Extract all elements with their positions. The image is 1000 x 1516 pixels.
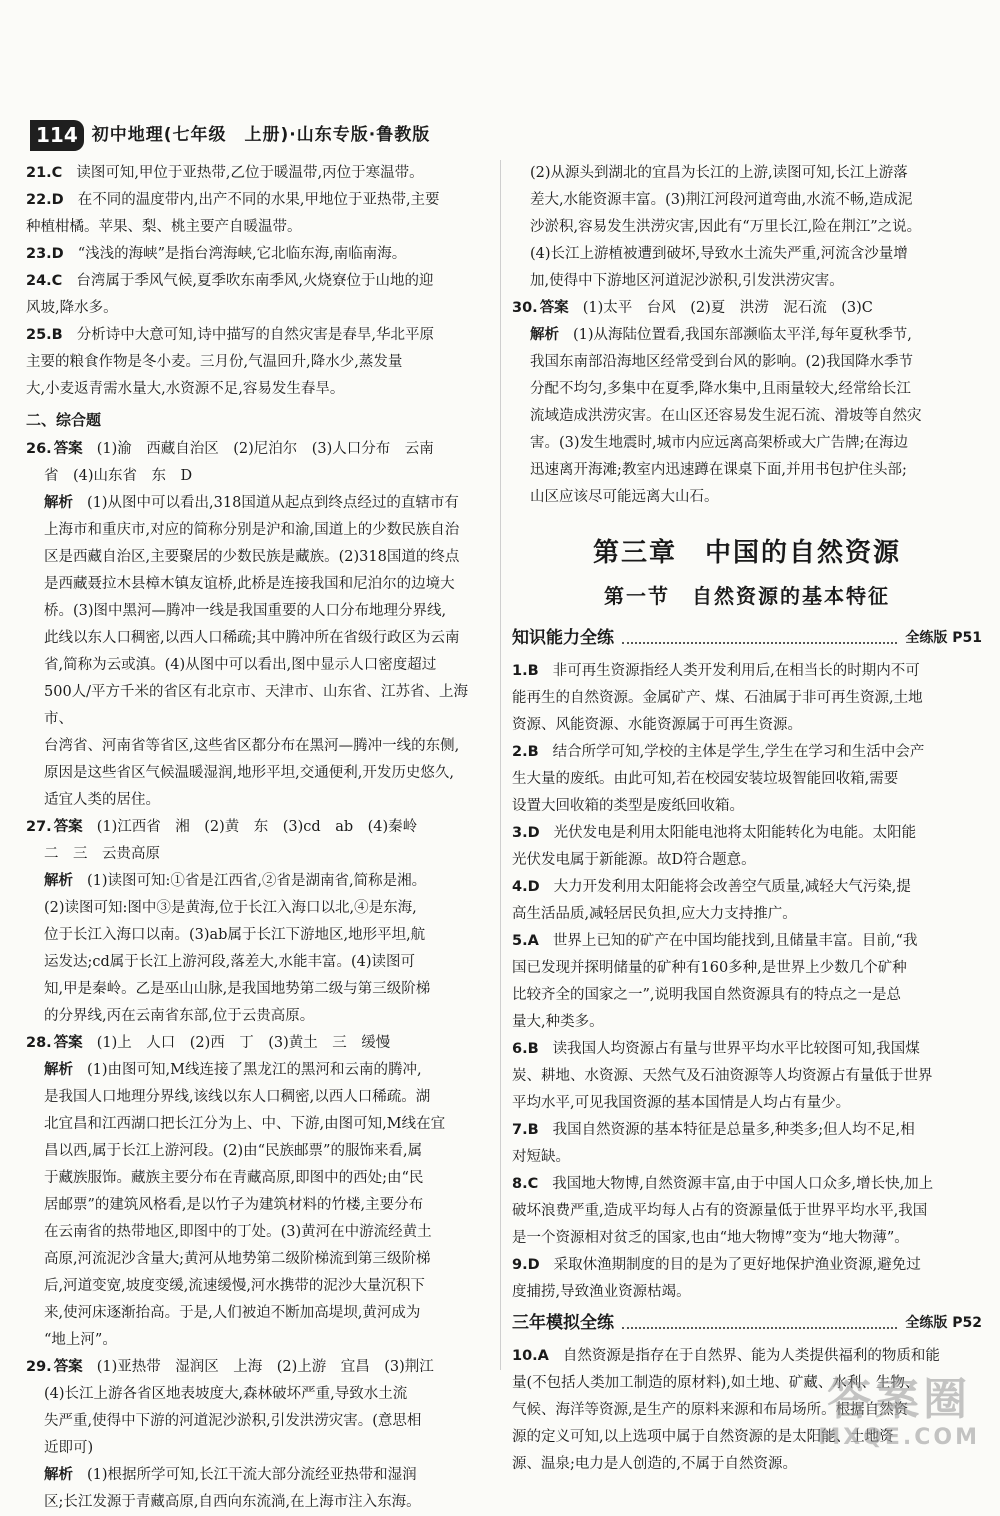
answer-text: (1)太平 台风 (2)夏 洪涝 泥石流 (3)C xyxy=(582,300,873,316)
text-line xyxy=(512,1090,982,1117)
item-number: 22.D xyxy=(26,192,64,208)
item-number: 6.B xyxy=(512,1041,539,1057)
analysis-line: 加,使得中下游地区河道泥沙淤积,引发洪涝灾害。 xyxy=(530,273,844,289)
answer-item xyxy=(26,436,492,814)
text-line xyxy=(512,982,982,1009)
text-line xyxy=(26,322,492,349)
answer-label: 答案 xyxy=(539,300,569,316)
analysis-text: (1)从海陆位置看,我国东部濒临太平洋,每年夏秋季节, xyxy=(573,327,912,343)
analysis-label: 解析 xyxy=(44,1062,73,1078)
analysis-label: 解析 xyxy=(44,1467,73,1483)
analysis-line xyxy=(26,733,492,760)
analysis-text: 后,河道变宽,坡度变缓,流速缓慢,河水携带的泥沙大量沉积下 xyxy=(44,1278,425,1294)
text-line xyxy=(512,1144,982,1171)
analysis-text: (1)根据所学可知,长江干流大部分流经亚热带和湿润 xyxy=(87,1467,417,1483)
item-text: 非可再生资源指经人类开发利用后,在相当长的时期内不可 xyxy=(552,663,920,679)
item-number: 25.B xyxy=(26,327,63,343)
answer-text: (1)亚热带 湿润区 上海 (2)上游 宜昌 (3)荆江 xyxy=(96,1359,434,1375)
item-text: 台湾属于季风气候,夏季吹东南季风,火烧寮位于山地的迎 xyxy=(76,273,434,289)
text-line xyxy=(512,901,982,928)
item-text: 世界上已知的矿产在中国均能找到,且储量丰富。目前,“我 xyxy=(552,933,918,949)
analysis-text: 运发达;cd属于长江上游河段,落差大,水能丰富。(4)读图可 xyxy=(44,954,416,970)
watermark-url: MXQE.COM xyxy=(818,1425,980,1450)
item-number: 7.B xyxy=(512,1122,539,1138)
item-text: 国已发现并探明储量的矿种有160多种,是世界上少数几个矿种 xyxy=(512,960,907,976)
item-text: 大力开发利用太阳能将会改善空气质量,减轻大气污染,提 xyxy=(553,879,911,895)
analysis-text: 居邮票”的建筑风格看,是以竹子为建筑材料的竹楼,主要分布 xyxy=(44,1197,424,1213)
text-line xyxy=(26,295,492,322)
analysis-text: 高原,河流泥沙含量大;黄河从地势第二级阶梯流到第三级阶梯 xyxy=(44,1251,431,1267)
text-line xyxy=(512,1343,982,1370)
analysis-line xyxy=(512,430,982,457)
section-heading: 二、综合题 xyxy=(26,411,102,429)
answer-text: 二 三 云贵高原 xyxy=(44,846,160,862)
answer-label: 答案 xyxy=(53,1359,83,1375)
dotted-leader xyxy=(622,642,897,644)
page-header xyxy=(30,118,430,152)
answer-item xyxy=(512,820,982,874)
item-number: 5.A xyxy=(512,933,539,949)
item-text: 量(不包括人类加工制造的原材料),如土地、矿藏、水利、生物、 xyxy=(512,1375,920,1391)
item-text: 高生活品质,减轻居民负担,应大力支持推广。 xyxy=(512,906,797,922)
item-text: 读我国人均资源占有量与世界平均水平比较图可知,我国煤 xyxy=(552,1041,920,1057)
analysis-line xyxy=(512,484,982,511)
analysis-line xyxy=(26,490,492,517)
text-line xyxy=(512,1171,982,1198)
answer-line xyxy=(26,841,492,868)
item-number: 29. xyxy=(26,1359,52,1375)
analysis-text: “地上河”。 xyxy=(44,1332,117,1348)
analysis-line xyxy=(26,949,492,976)
item-number: 8.C xyxy=(512,1176,539,1192)
item-text: 光伏发电是利用太阳能电池将太阳能转化为电能。太阳能 xyxy=(553,825,917,841)
analysis-text: 桥。(3)图中黑河—腾冲一线是我国重要的人口分布地理分界线, xyxy=(44,603,447,619)
item-number: 28. xyxy=(26,1035,52,1051)
item-number: 30. xyxy=(512,300,538,316)
answer-line xyxy=(26,814,492,841)
item-text: 种植柑橘。苹果、梨、桃主要产自暖温带。 xyxy=(26,219,302,235)
item-text: 源的定义可知,以上选项中属于自然资源的是太阳能、土地资 xyxy=(512,1429,894,1445)
analysis-line xyxy=(26,1219,492,1246)
analysis-text: (1)读图可知:①省是江西省,②省是湖南省,简称是湘。 xyxy=(87,873,427,889)
answer-text: 近即可) xyxy=(44,1440,94,1456)
item-text: “浅浅的海峡”是指台湾海峡,它北临东海,南临南海。 xyxy=(77,246,407,262)
analysis-text: 我国东南部沿海地区经常受到台风的影响。(2)我国降水季节 xyxy=(530,354,914,370)
item-text: 主要的粮食作物是冬小麦。三月份,气温回升,降水少,蒸发量 xyxy=(26,354,403,370)
analysis-text: 昌以西,属于长江上游河段。(2)由“民族邮票”的服饰来看,属 xyxy=(44,1143,423,1159)
analysis-line xyxy=(26,571,492,598)
analysis-text: 知,甲是秦岭。乙是巫山山脉,是我国地势第二级与第三级阶梯 xyxy=(44,981,431,997)
analysis-label: 解析 xyxy=(44,873,73,889)
item-text: 大,小麦返青需水量大,水资源不足,容易发生春旱。 xyxy=(26,381,345,397)
item-text: 资源、风能资源、水能资源属于可再生资源。 xyxy=(512,717,802,733)
text-line xyxy=(512,847,982,874)
item-text: 能再生的自然资源。金属矿产、煤、石油属于非可再生资源,土地 xyxy=(512,690,923,706)
answer-line xyxy=(26,1435,492,1462)
answer-item xyxy=(512,1171,982,1252)
analysis-line xyxy=(26,1165,492,1192)
analysis-line: 差大,水能资源丰富。(3)荆江河段河道弯曲,水流不畅,造成泥 xyxy=(530,192,913,208)
item-text: 结合所学可知,学校的主体是学生,学生在学习和生活中会产 xyxy=(552,744,925,760)
item-text: 读图可知,甲位于亚热带,乙位于暖温带,丙位于寒温带。 xyxy=(76,165,424,181)
analysis-text: 是西藏聂拉木县樟木镇友谊桥,此桥是连接我国和尼泊尔的边境大 xyxy=(44,576,455,592)
text-line xyxy=(512,1036,982,1063)
analysis-text: 此线以东人口稠密,以西人口稀疏;其中腾冲所在省级行政区为云南 xyxy=(44,630,460,646)
analysis-text: 区是西藏自治区,主要聚居的少数民族是藏族。(2)318国道的终点 xyxy=(44,549,460,565)
analysis-line xyxy=(512,376,982,403)
text-line xyxy=(512,1279,982,1306)
answer-text: (1)渝 西藏自治区 (2)尼泊尔 (3)人口分布 云南 xyxy=(96,441,434,457)
text-line xyxy=(512,1117,982,1144)
analysis-line: 沙淤积,容易发生洪涝灾害,因此有“万里长江,险在荆江”之说。 xyxy=(530,219,922,235)
analysis-text: 适宜人类的居住。 xyxy=(44,792,160,808)
answer-item xyxy=(26,268,492,322)
item-text: 生大量的废纸。由此可知,若在校园安装垃圾智能回收箱,需要 xyxy=(512,771,899,787)
item-text: 设置大回收箱的类型是废纸回收箱。 xyxy=(512,798,744,814)
item-text: 是一个资源相对贫乏的国家,也由“地大物博”变为“地大物薄”。 xyxy=(512,1230,909,1246)
bar-title: 三年模拟全练 xyxy=(512,1313,614,1333)
answer-line xyxy=(26,1408,492,1435)
text-line xyxy=(26,349,492,376)
item-number: 23.D xyxy=(26,246,64,262)
answer-item xyxy=(512,1117,982,1171)
dotted-leader xyxy=(622,1327,897,1329)
analysis-text: (1)由图可知,M线连接了黑龙江的黑河和云南的腾冲, xyxy=(87,1062,422,1078)
answer-item xyxy=(26,1030,492,1354)
analysis-line xyxy=(26,652,492,679)
analysis-text: 省,简称为云或滇。(4)从图中可以看出,图中显示人口密度超过 xyxy=(44,657,437,673)
analysis-line xyxy=(26,1192,492,1219)
knowledge-practice-bar xyxy=(512,625,982,652)
analysis-line xyxy=(26,1111,492,1138)
answer-item xyxy=(512,928,982,1036)
analysis-line: (2)从源头到湖北的宜昌为长江的上游,读图可知,长江上游落 xyxy=(530,165,908,181)
item-text: 平均水平,可见我国资源的基本国情是人均占有量少。 xyxy=(512,1095,851,1111)
text-line xyxy=(26,214,492,241)
analysis-line xyxy=(26,1300,492,1327)
analysis-line xyxy=(26,1003,492,1030)
analysis-text: 是我国人口地理分界线,该线以东人口稠密,以西人口稀疏。湖 xyxy=(44,1089,431,1105)
item-text: 我国自然资源的基本特征是总量多,种类多;但人均不足,相 xyxy=(552,1122,915,1138)
item-number: 4.D xyxy=(512,879,540,895)
answer-item xyxy=(512,1036,982,1117)
item-text: 源、温泉;电力是人创造的,不属于自然资源。 xyxy=(512,1456,797,1472)
item-text: 对短缺。 xyxy=(512,1149,570,1165)
answer-item xyxy=(512,1252,982,1306)
answer-line xyxy=(26,1354,492,1381)
answer-label: 答案 xyxy=(53,819,83,835)
item-text: 在不同的温度带内,出产不同的水果,甲地位于亚热带,主要 xyxy=(77,192,440,208)
analysis-line xyxy=(26,1084,492,1111)
item-text: 量大,种类多。 xyxy=(512,1014,604,1030)
analysis-text: 北宜昌和江西湖口把长江分为上、中、下游,由图可知,M线在宜 xyxy=(44,1116,446,1132)
text-line xyxy=(512,766,982,793)
analysis-line xyxy=(512,457,982,484)
item-text: 我国地大物博,自然资源丰富,由于中国人口众多,增长快,加上 xyxy=(552,1176,934,1192)
analysis-text: 上海市和重庆市,对应的简称分别是沪和渝,国道上的少数民族自治 xyxy=(44,522,460,538)
analysis-line xyxy=(512,322,982,349)
text-line xyxy=(26,268,492,295)
analysis-text: (1)从图中可以看出,318国道从起点到终点经过的直辖市有 xyxy=(87,495,459,511)
item-text: 采取休渔期制度的目的是为了更好地保护渔业资源,避免过 xyxy=(553,1257,921,1273)
analysis-label: 解析 xyxy=(530,327,559,343)
bar-ref: 全练版 P51 xyxy=(905,630,982,646)
text-line xyxy=(26,376,492,403)
text-line xyxy=(512,712,982,739)
analysis-line xyxy=(26,1057,492,1084)
chapter-title: 第三章 中国的自然资源 xyxy=(592,538,901,568)
answer-item xyxy=(26,322,492,403)
item-text: 光伏发电属于新能源。故D符合题意。 xyxy=(512,852,756,868)
analysis-line xyxy=(512,349,982,376)
right-column xyxy=(512,160,982,1478)
answer-item xyxy=(512,658,982,739)
left-column xyxy=(26,160,492,1516)
analysis-text: 害。(3)发生地震时,城市内应远离高架桥或大广告牌;在海边 xyxy=(530,435,909,451)
answer-label: 答案 xyxy=(53,441,83,457)
answer-label: 答案 xyxy=(53,1035,83,1051)
item-text: 分析诗中大意可知,诗中描写的自然灾害是春旱,华北平原 xyxy=(76,327,434,343)
text-line xyxy=(512,1451,982,1478)
section-title: 第一节 自然资源的基本特征 xyxy=(604,584,890,608)
analysis-text: 流域造成洪涝灾害。在山区还容易发生泥石流、滑坡等自然灾 xyxy=(530,408,922,424)
analysis-line xyxy=(26,1489,492,1516)
continued-analysis xyxy=(512,160,982,295)
analysis-text: 来,使河床逐渐抬高。于是,人们被迫不断加高堤坝,黄河成为 xyxy=(44,1305,421,1321)
analysis-label: 解析 xyxy=(44,495,73,511)
answer-item xyxy=(26,814,492,1030)
analysis-line xyxy=(26,787,492,814)
item-number: 26. xyxy=(26,441,52,457)
item-text: 比较齐全的国家之一”,说明我国自然资源具有的特点之一是总 xyxy=(512,987,902,1003)
analysis-text: 的分界线,丙在云南省东部,位于云贵高原。 xyxy=(44,1008,315,1024)
analysis-text: 在云南省的热带地区,即图中的丁处。(3)黄河在中游流经黄土 xyxy=(44,1224,432,1240)
text-line xyxy=(512,1225,982,1252)
text-line xyxy=(512,955,982,982)
bar-title: 知识能力全练 xyxy=(512,628,614,648)
text-line xyxy=(26,187,492,214)
bar-ref: 全练版 P52 xyxy=(905,1315,982,1331)
analysis-line xyxy=(26,760,492,787)
answer-item xyxy=(512,874,982,928)
item-number: 21.C xyxy=(26,165,63,181)
analysis-text: 位于长江入海口以南。(3)ab属于长江下游地区,地形平坦,航 xyxy=(44,927,426,943)
analysis-line xyxy=(26,517,492,544)
answer-item xyxy=(512,295,982,511)
answer-item xyxy=(512,739,982,820)
three-year-practice-bar xyxy=(512,1310,982,1337)
text-line xyxy=(512,685,982,712)
analysis-text: 于藏族服饰。藏族主要分布在青藏高原,即图中的西处;由“民 xyxy=(44,1170,424,1186)
analysis-line xyxy=(26,1138,492,1165)
analysis-line xyxy=(26,868,492,895)
answer-item xyxy=(26,241,492,268)
analysis-line xyxy=(26,679,492,733)
analysis-text: 分配不均匀,多集中在夏季,降水集中,且雨量较大,经常给长江 xyxy=(530,381,911,397)
answer-text: (1)上 人口 (2)西 丁 (3)黄土 三 缓慢 xyxy=(96,1035,391,1051)
analysis-text: 500人/平方千米的省区有北京市、天津市、山东省、江苏省、上海市、 xyxy=(44,684,469,727)
analysis-text: (2)读图可知:图中③是黄海,位于长江入海口以北,④是东海, xyxy=(44,900,417,916)
text-line xyxy=(512,739,982,766)
analysis-line xyxy=(26,1462,492,1489)
answer-line xyxy=(26,1381,492,1408)
column-divider xyxy=(500,160,501,1370)
item-text: 破坏浪费严重,造成平均每人占有的资源量低于世界平均水平,我国 xyxy=(512,1203,928,1219)
text-line xyxy=(512,1252,982,1279)
text-line xyxy=(512,1063,982,1090)
watermark xyxy=(818,1375,980,1451)
item-text: 度捕捞,导致渔业资源枯竭。 xyxy=(512,1284,691,1300)
analysis-text: 区;长江发源于青藏高原,自西向东流淌,在上海市注入东海。 xyxy=(44,1494,421,1510)
item-text: 自然资源是指存在于自然界、能为人类提供福利的物质和能 xyxy=(562,1348,940,1364)
item-text: 炭、耕地、水资源、天然气及石油资源等人均资源占有量低于世界 xyxy=(512,1068,933,1084)
analysis-text: 原因是这些省区气候温暖湿润,地形平坦,交通便利,开发历史悠久, xyxy=(44,765,454,781)
answer-item xyxy=(26,160,492,187)
analysis-line xyxy=(26,922,492,949)
item-text: 气候、海洋等资源,是生产的原料来源和布局场所。根据自然资 xyxy=(512,1402,909,1418)
item-number: 24.C xyxy=(26,273,63,289)
text-line xyxy=(512,1009,982,1036)
analysis-line xyxy=(26,895,492,922)
answer-item xyxy=(26,1354,492,1516)
answer-text: 省 (4)山东省 东 D xyxy=(44,468,193,484)
analysis-line: (4)长江上游植被遭到破坏,导致水土流失严重,河流含沙量增 xyxy=(530,246,908,262)
item-number: 2.B xyxy=(512,744,539,760)
answer-line xyxy=(512,295,982,322)
answer-line xyxy=(26,436,492,463)
text-line xyxy=(512,658,982,685)
analysis-line xyxy=(512,403,982,430)
text-line xyxy=(26,160,492,187)
answer-line xyxy=(26,1030,492,1057)
item-number: 27. xyxy=(26,819,52,835)
analysis-line xyxy=(26,976,492,1003)
item-number: 10.A xyxy=(512,1348,549,1364)
page-number: 114 xyxy=(30,120,84,151)
item-number: 3.D xyxy=(512,825,540,841)
answer-text: (1)江西省 湘 (2)黄 东 (3)cd ab (4)秦岭 xyxy=(96,819,418,835)
text-line xyxy=(26,241,492,268)
analysis-line xyxy=(26,1246,492,1273)
book-title: 初中地理(七年级 上册)·山东专版·鲁教版 xyxy=(91,124,431,145)
text-line xyxy=(512,793,982,820)
answer-item xyxy=(26,187,492,241)
analysis-line xyxy=(26,1273,492,1300)
item-number: 1.B xyxy=(512,663,539,679)
item-text: 风坡,降水多。 xyxy=(26,300,118,316)
analysis-line xyxy=(26,598,492,625)
analysis-line xyxy=(26,544,492,571)
text-line xyxy=(512,928,982,955)
analysis-line xyxy=(26,1327,492,1354)
text-line xyxy=(512,820,982,847)
text-line xyxy=(512,1198,982,1225)
watermark-logo: 答案圈 xyxy=(827,1374,972,1425)
answer-text: (4)长江上游各省区地表坡度大,森林破坏严重,导致水土流 xyxy=(44,1386,408,1402)
analysis-text: 台湾省、河南省等省区,这些省区都分布在黑河—腾冲一线的东侧, xyxy=(44,738,460,754)
text-line xyxy=(512,874,982,901)
analysis-line xyxy=(26,625,492,652)
item-number: 9.D xyxy=(512,1257,540,1273)
answer-text: 失严重,使得中下游的河道泥沙淤积,引发洪涝灾害。(意思相 xyxy=(44,1413,422,1429)
analysis-text: 迅速离开海滩;教室内迅速蹲在课桌下面,并用书包护住头部; xyxy=(530,462,907,478)
analysis-text: 山区应该尽可能远离大山石。 xyxy=(530,489,719,505)
answer-line xyxy=(26,463,492,490)
